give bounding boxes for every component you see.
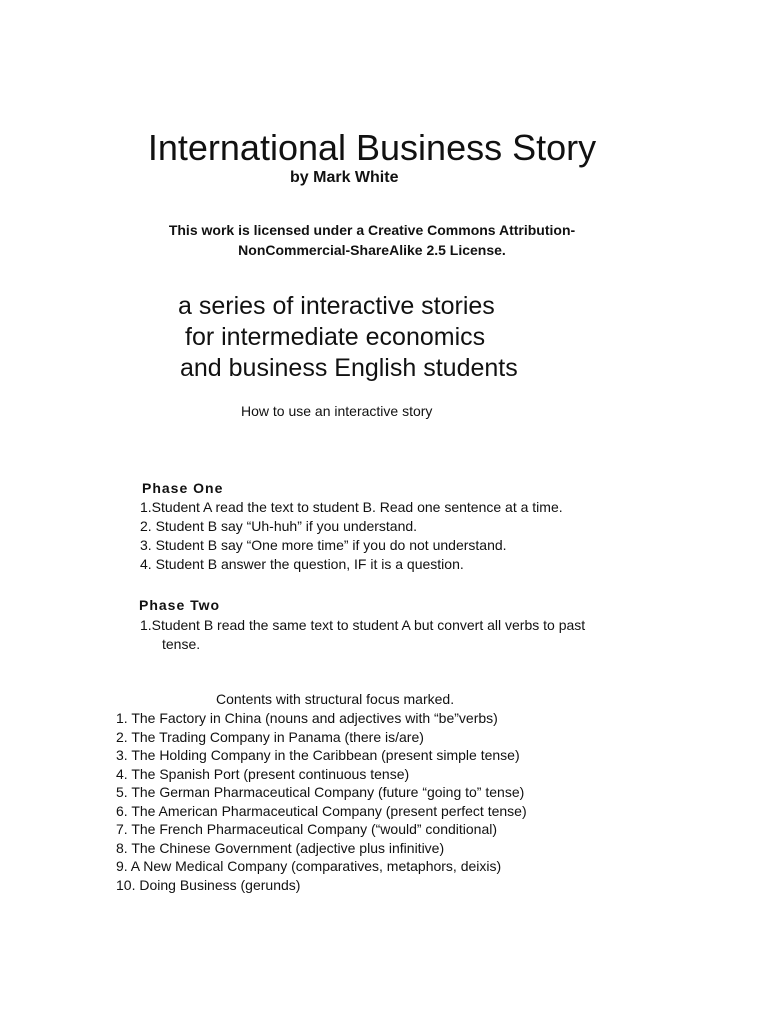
phase-one-heading: Phase One	[142, 480, 224, 496]
author-line: by Mark White	[290, 169, 399, 186]
contents-item: 7. The French Pharmaceutical Company (“would” conditional)	[116, 821, 498, 837]
document-title: International Business Story	[147, 127, 597, 168]
contents-item: 2. The Trading Company in Panama (there is/are)	[116, 729, 424, 745]
contents-item: 3. The Holding Company in the Caribbean (present simple tense)	[116, 747, 520, 763]
phase-one-step: 2. Student B say “Uh-huh” if you understand.	[140, 518, 418, 534]
contents-heading: Contents with structural focus marked.	[216, 691, 455, 707]
series-line-3: and business English students	[180, 354, 518, 382]
phase-two-step: 1.Student B read the same text to student A but convert all verbs to past	[140, 617, 586, 633]
phase-one-step: 4. Student B answer the question, IF it is a question.	[140, 556, 464, 572]
contents-item: 5. The German Pharmaceutical Company (future “going to” tense)	[116, 784, 525, 800]
phase-one-step: 1.Student A read the text to student B. Read one sentence at a time.	[140, 499, 563, 515]
contents-item: 10. Doing Business (gerunds)	[116, 877, 301, 893]
how-to-heading: How to use an interactive story	[241, 403, 433, 419]
contents-item: 6. The American Pharmaceutical Company (present perfect tense)	[116, 803, 527, 819]
contents-item: 4. The Spanish Port (present continuous tense)	[116, 766, 410, 782]
phase-two-heading: Phase Two	[139, 597, 221, 613]
phase-one-step: 3. Student B say “One more time” if you do not understand.	[140, 537, 507, 553]
series-line-1: a series of interactive stories	[178, 292, 495, 320]
license-line-2: NonCommercial-ShareAlike 2.5 License.	[238, 242, 506, 258]
contents-item: 8. The Chinese Government (adjective plus infinitive)	[116, 840, 445, 856]
contents-item: 1. The Factory in China (nouns and adjectives with “be”verbs)	[116, 710, 498, 726]
phase-two-step-continued: tense.	[162, 636, 201, 652]
license-line-1: This work is licensed under a Creative Commons Attribution-	[168, 222, 576, 238]
contents-item: 9. A New Medical Company (comparatives, metaphors, deixis)	[116, 858, 502, 874]
license-notice	[0, 220, 744, 260]
series-line-2: for intermediate economics	[185, 323, 486, 351]
